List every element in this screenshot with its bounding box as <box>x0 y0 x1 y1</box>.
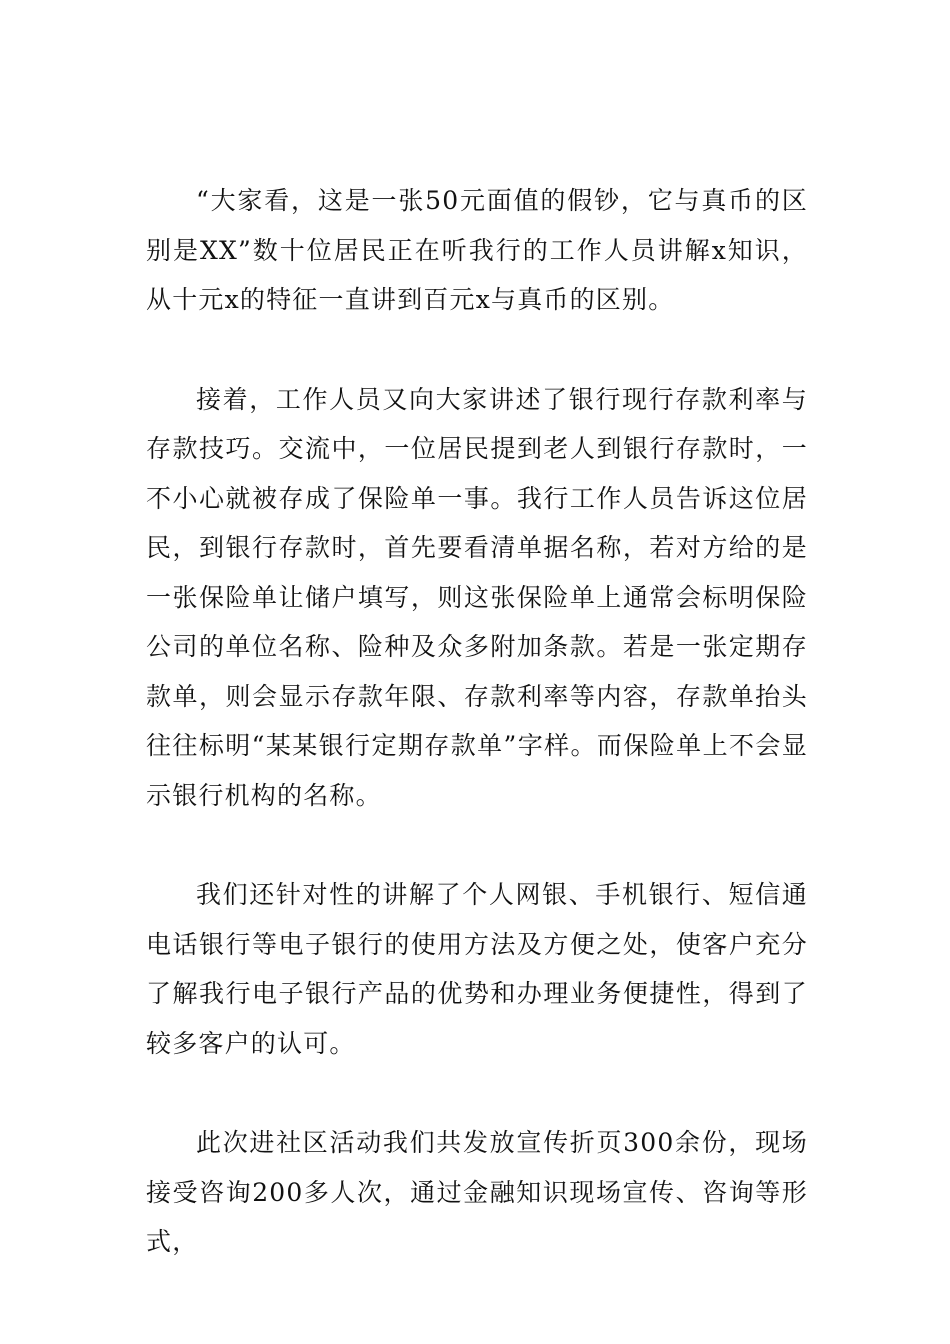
document-body <box>146 176 808 1317</box>
paragraph-activity-summary: 此次进社区活动我们共发放宣传折页300余份，现场接受咨询200多人次，通过金融知识现场宣传、咨询等形式， <box>146 1128 808 1256</box>
paragraph-deposit-tips: 接着，工作人员又向大家讲述了银行现行存款利率与存款技巧。交流中，一位居民提到老人到银行存款时，一不小心就被存成了保险单一事。我行工作人员告诉这位居民，到银行存款时，首先要看清单据名称，若对方给的是一张保险单让储户填写，则这张保险单上通常会标明保险公司的单位名称、险种及众多附加条款。若是一张定期存款单，则会显示存款年限、存款利率等内容，存款单抬头往往标明“某某银行定期存款单”字样。而保险单上不会显示银行机构的名称。 <box>146 384 808 810</box>
paragraph-counterfeit-explanation: “大家看，这是一张50元面值的假钞，它与真币的区别是XX”数十位居民正在听我行的工作人员讲解x知识，从十元x的特征一直讲到百元x与真币的区别。 <box>146 186 808 314</box>
paragraph-e-banking: 我们还针对性的讲解了个人网银、手机银行、短信通电话银行等电子银行的使用方法及方便之处，使客户充分了解我行电子银行产品的优势和办理业务便捷性，得到了较多客户的认可。 <box>146 880 808 1058</box>
